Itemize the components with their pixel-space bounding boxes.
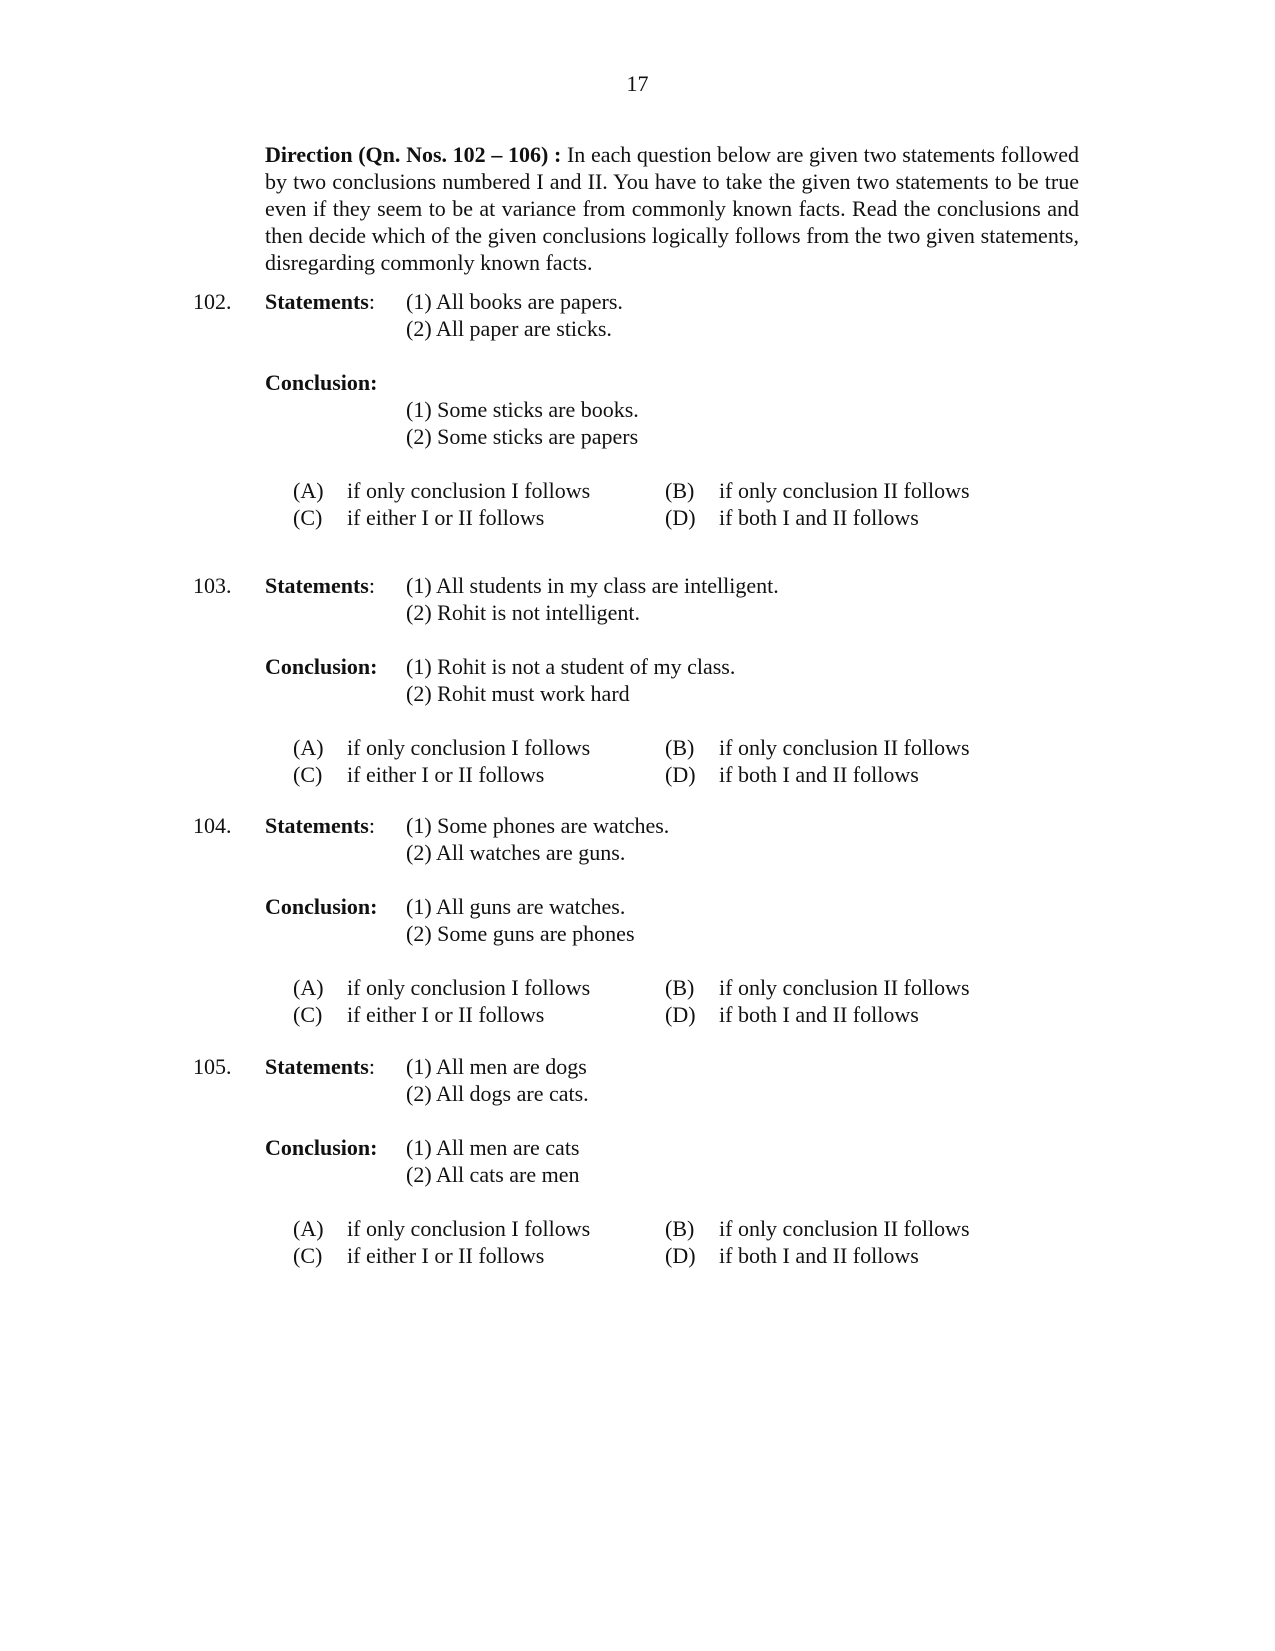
question-102 — [193, 288, 1093, 531]
conclusion-1: (1) Some sticks are books. — [406, 397, 639, 422]
conclusion-1: (1) All men are cats — [406, 1135, 580, 1160]
option-c-text: if either I or II follows — [347, 762, 545, 787]
option-d-letter: (D) — [665, 1243, 696, 1268]
question-number: 103. — [193, 573, 232, 598]
question-103 — [193, 572, 1093, 788]
option-a-text: if only conclusion I follows — [347, 975, 591, 1000]
question-number: 105. — [193, 1054, 232, 1079]
option-a-letter: (A) — [293, 1216, 324, 1241]
option-b-text: if only conclusion II follows — [719, 478, 970, 503]
option-b-letter: (B) — [665, 478, 695, 503]
question-number: 102. — [193, 289, 232, 314]
option-d-text: if both I and II follows — [719, 505, 919, 530]
statement-2: (2) All watches are guns. — [406, 840, 626, 865]
option-d-text: if both I and II follows — [719, 1243, 919, 1268]
option-b-text: if only conclusion II follows — [719, 975, 970, 1000]
option-b-text: if only conclusion II follows — [719, 1216, 970, 1241]
option-a-text: if only conclusion I follows — [347, 478, 591, 503]
statement-2: (2) All dogs are cats. — [406, 1081, 589, 1106]
option-d-letter: (D) — [665, 1002, 696, 1027]
option-b-text: if only conclusion II follows — [719, 735, 970, 760]
direction-text: In each question below are given two statements followed by two conclusions numbered I and II. You have to take the given two statements to be true even if they seem to be at variance from commonly known facts. Read the conclusions and then decide which of the given conclusions logically follows from the two given statements, disregarding commonly known facts. — [265, 142, 1079, 275]
option-c-letter: (C) — [293, 1243, 323, 1268]
option-d-text: if both I and II follows — [719, 762, 919, 787]
statements-label: Statements: — [265, 573, 375, 598]
question-104 — [193, 812, 1093, 1028]
statement-1: (1) Some phones are watches. — [406, 813, 670, 838]
direction-paragraph — [265, 141, 1079, 276]
statements-label: Statements: — [265, 1054, 375, 1079]
question-number: 104. — [193, 813, 232, 838]
option-c-letter: (C) — [293, 1002, 323, 1027]
option-d-letter: (D) — [665, 762, 696, 787]
option-a-text: if only conclusion I follows — [347, 1216, 591, 1241]
question-105 — [193, 1053, 1093, 1269]
statements-label: Statements: — [265, 813, 375, 838]
option-c-letter: (C) — [293, 505, 323, 530]
statement-2: (2) All paper are sticks. — [406, 316, 612, 341]
statement-2: (2) Rohit is not intelligent. — [406, 600, 641, 625]
statement-1: (1) All students in my class are intelligent. — [406, 573, 779, 598]
conclusion-2: (2) Some sticks are papers — [406, 424, 639, 449]
direction-heading: Direction (Qn. Nos. 102 – 106) : — [265, 142, 562, 167]
conclusion-label: Conclusion: — [265, 654, 378, 679]
option-b-letter: (B) — [665, 975, 695, 1000]
conclusion-2: (2) Rohit must work hard — [406, 681, 630, 706]
option-a-text: if only conclusion I follows — [347, 735, 591, 760]
statements-label: Statements: — [265, 289, 375, 314]
conclusion-1: (1) Rohit is not a student of my class. — [406, 654, 736, 679]
option-b-letter: (B) — [665, 1216, 695, 1241]
option-a-letter: (A) — [293, 975, 324, 1000]
statement-1: (1) All books are papers. — [406, 289, 623, 314]
conclusion-label: Conclusion: — [265, 1135, 378, 1160]
option-c-letter: (C) — [293, 762, 323, 787]
option-d-text: if both I and II follows — [719, 1002, 919, 1027]
conclusion-2: (2) Some guns are phones — [406, 921, 635, 946]
conclusion-2: (2) All cats are men — [406, 1162, 580, 1187]
conclusion-label: Conclusion: — [265, 894, 378, 919]
option-c-text: if either I or II follows — [347, 1002, 545, 1027]
conclusion-1: (1) All guns are watches. — [406, 894, 626, 919]
option-c-text: if either I or II follows — [347, 1243, 545, 1268]
conclusion-label: Conclusion: — [265, 370, 378, 395]
statement-1: (1) All men are dogs — [406, 1054, 587, 1079]
option-b-letter: (B) — [665, 735, 695, 760]
option-a-letter: (A) — [293, 735, 324, 760]
option-c-text: if either I or II follows — [347, 505, 545, 530]
option-d-letter: (D) — [665, 505, 696, 530]
option-a-letter: (A) — [293, 478, 324, 503]
page-number: 17 — [626, 71, 649, 96]
